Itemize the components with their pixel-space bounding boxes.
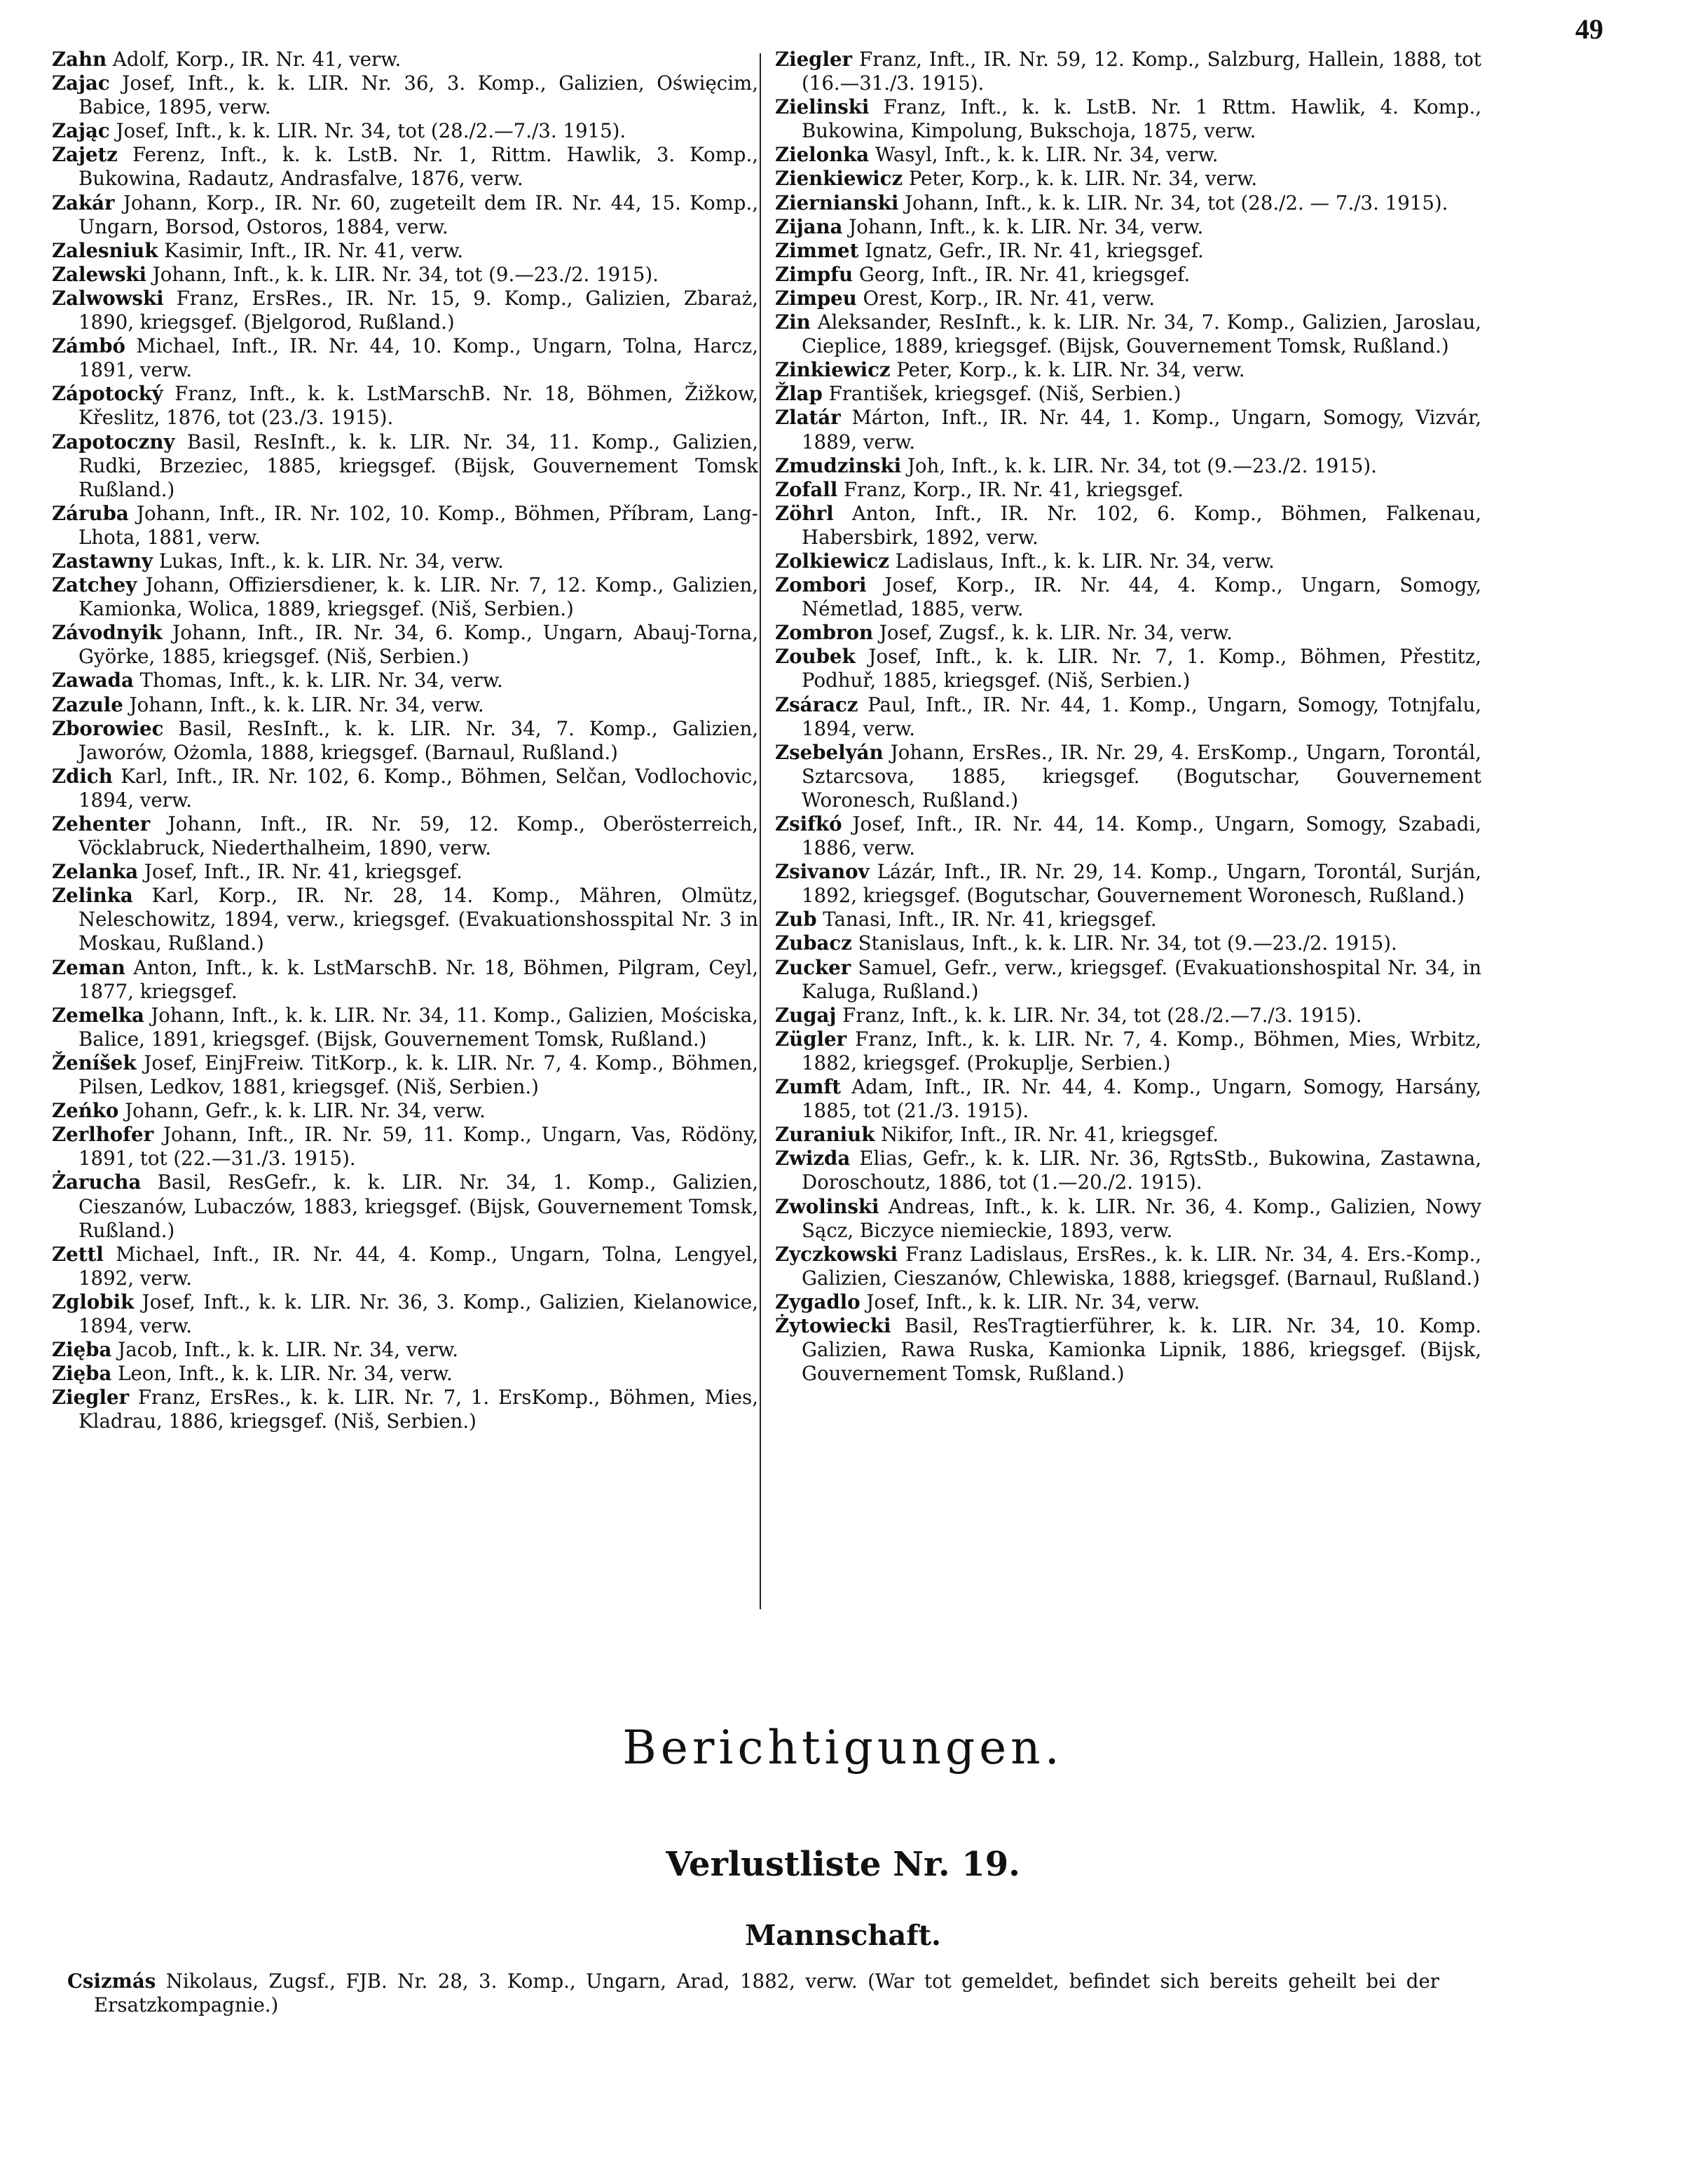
entry-surname: Zalewski bbox=[52, 262, 146, 286]
list-entry bbox=[52, 119, 758, 143]
entry-surname: Zápotocký bbox=[52, 382, 163, 406]
entry-details: Josef, Inft., k. k. LIR. Nr. 34, tot (28./2.—7./3. 1915). bbox=[109, 119, 626, 143]
list-entry bbox=[775, 621, 1481, 645]
entry-details: Johann, Inft., IR. Nr. 59, 12. Komp., Oberösterreich, Vöcklabruck, Niederthalheim, 1890, verw. bbox=[78, 812, 758, 860]
list-entry bbox=[775, 191, 1481, 215]
list-entry bbox=[775, 1075, 1481, 1123]
entry-surname: Zsifkó bbox=[775, 812, 842, 835]
entry-details: Lukas, Inft., k. k. LIR. Nr. 34, verw. bbox=[153, 549, 504, 573]
entry-details: Adam, Inft., IR. Nr. 44, 4. Komp., Ungarn, Somogy, Harsány, 1885, tot (21./3. 1915). bbox=[802, 1075, 1481, 1123]
list-entry bbox=[52, 693, 758, 717]
entry-surname: Zastawny bbox=[52, 549, 153, 573]
entry-surname: Zazule bbox=[52, 692, 123, 716]
entry-details: Samuel, Gefr., verw., kriegsgef. (Evakuationshospital Nr. 34, in Kaluga, Rußland.) bbox=[802, 955, 1481, 1003]
entry-surname: Zofall bbox=[775, 477, 838, 501]
entry-details: Stanislaus, Inft., k. k. LIR. Nr. 34, tot (9.—23./2. 1915). bbox=[851, 931, 1397, 955]
list-entry bbox=[52, 1290, 758, 1338]
list-entry bbox=[52, 884, 758, 955]
entry-surname: Závodnyik bbox=[52, 621, 163, 645]
entry-surname: Ziegler bbox=[775, 48, 853, 71]
left-column bbox=[52, 48, 758, 1433]
entry-details: Franz, ErsRes., IR. Nr. 15, 9. Komp., Galizien, Zbaraż, 1890, kriegsgef. (Bjelgorod, Rußland.) bbox=[78, 286, 758, 334]
entry-details: Franz, Inft., k. k. LIR. Nr. 34, tot (28./2.—7./3. 1915). bbox=[836, 1003, 1362, 1027]
entry-surname: Zügler bbox=[775, 1027, 847, 1051]
entry-surname: Zglobik bbox=[52, 1290, 135, 1313]
page-number: 49 bbox=[1575, 13, 1603, 45]
entry-details: Wasyl, Inft., k. k. LIR. Nr. 34, verw. bbox=[869, 143, 1219, 167]
list-entry bbox=[52, 1338, 758, 1362]
entry-surname: Zakár bbox=[52, 191, 115, 214]
entry-surname: Żarucha bbox=[52, 1171, 142, 1194]
list-entry bbox=[52, 573, 758, 621]
entry-surname: Zięba bbox=[52, 1338, 112, 1362]
entry-details: Franz, Inft., k. k. LIR. Nr. 7, 4. Komp., Böhmen, Mies, Wrbitz, 1882, kriegsgef. (Prokuplje, Serbien.) bbox=[802, 1027, 1481, 1074]
entry-details: Tanasi, Inft., IR. Nr. 41, kriegsgef. bbox=[816, 908, 1157, 931]
entry-surname: Zając bbox=[52, 119, 110, 143]
entry-details: Johann, Inft., IR. Nr. 34, 6. Komp., Ungarn, Abauj-Torna, Györke, 1885, kriegsgef. (Niš, Serbien.) bbox=[78, 621, 758, 669]
list-entry bbox=[52, 812, 758, 860]
entry-surname: Zubacz bbox=[775, 931, 852, 955]
list-entry bbox=[775, 741, 1481, 812]
list-entry bbox=[52, 765, 758, 812]
list-entry bbox=[775, 382, 1481, 406]
entry-details: Franz Ladislaus, ErsRes., k. k. LIR. Nr. 34, 4. Ers.-Komp., Galizien, Cieszanów, Chlewiska, 1888, kriegsgef. (Barnaul, Rußland.) bbox=[802, 1242, 1481, 1290]
list-entry bbox=[52, 621, 758, 669]
list-entry bbox=[52, 1051, 758, 1099]
entry-details: Nikifor, Inft., IR. Nr. 41, kriegsgef. bbox=[875, 1123, 1219, 1147]
list-entry bbox=[52, 382, 758, 430]
entry-details: Franz, Korp., IR. Nr. 41, kriegsgef. bbox=[837, 477, 1184, 501]
list-entry bbox=[52, 1243, 758, 1290]
list-entry bbox=[52, 550, 758, 573]
list-entry bbox=[775, 287, 1481, 310]
entry-details: Ferenz, Inft., k. k. LstB. Nr. 1, Rittm. Hawlik, 3. Komp., Bukowina, Radautz, Andrasfalve, 1876, verw. bbox=[78, 143, 758, 191]
entry-details: Paul, Inft., IR. Nr. 44, 1. Komp., Ungarn, Somogy, Totnjfalu, 1894, verw. bbox=[802, 692, 1481, 740]
list-entry bbox=[52, 1004, 758, 1051]
entry-surname: Zelinka bbox=[52, 884, 133, 908]
entry-surname: Zin bbox=[775, 310, 811, 334]
entry-surname: Zborowiec bbox=[52, 716, 164, 740]
entry-details: Josef, Korp., IR. Nr. 44, 4. Komp., Ungarn, Somogy, Németlad, 1885, verw. bbox=[802, 573, 1481, 621]
list-entry bbox=[52, 717, 758, 765]
entry-surname: Csizmás bbox=[67, 1970, 156, 1993]
entry-surname: Zoubek bbox=[775, 645, 856, 669]
list-entry bbox=[52, 334, 758, 382]
entry-details: Georg, Inft., IR. Nr. 41, kriegsgef. bbox=[853, 262, 1191, 286]
entry-details: Josef, Inft., IR. Nr. 44, 14. Komp., Ungarn, Somogy, Szabadi, 1886, verw. bbox=[802, 812, 1481, 860]
entry-details: Ladislaus, Inft., k. k. LIR. Nr. 34, verw. bbox=[889, 549, 1275, 573]
list-entry bbox=[52, 1123, 758, 1171]
entry-details: Johann, Inft., k. k. LIR. Nr. 34, verw. bbox=[123, 692, 484, 716]
entry-surname: Zielinski bbox=[775, 95, 870, 119]
entry-surname: Zombori bbox=[775, 573, 867, 597]
list-entry bbox=[775, 1314, 1481, 1386]
list-entry bbox=[775, 645, 1481, 692]
entry-details: Adolf, Korp., IR. Nr. 41, verw. bbox=[107, 48, 402, 71]
list-entry bbox=[775, 931, 1481, 955]
entry-details: Michael, Inft., IR. Nr. 44, 4. Komp., Ungarn, Tolna, Lengyel, 1892, verw. bbox=[78, 1242, 758, 1290]
entry-surname: Zielonka bbox=[775, 143, 870, 167]
list-entry bbox=[775, 454, 1481, 478]
list-entry bbox=[775, 502, 1481, 550]
entry-surname: Zygadlo bbox=[775, 1290, 861, 1313]
list-entry bbox=[775, 167, 1481, 191]
list-entry bbox=[52, 239, 758, 263]
entry-surname: Zlatár bbox=[775, 406, 841, 430]
entry-details: Josef, Inft., k. k. LIR. Nr. 34, verw. bbox=[860, 1290, 1200, 1313]
list-entry bbox=[52, 1386, 758, 1433]
list-entry bbox=[775, 215, 1481, 239]
entry-details: Orest, Korp., IR. Nr. 41, verw. bbox=[856, 286, 1156, 310]
entry-details: Ignatz, Gefr., IR. Nr. 41, kriegsgef. bbox=[858, 238, 1204, 262]
entry-surname: Ziernianski bbox=[775, 191, 899, 214]
entry-details: Franz, Inft., k. k. LstB. Nr. 1 Rttm. Hawlik, 4. Komp., Bukowina, Kimpolung, Bukschoja, 1875, verw. bbox=[802, 95, 1481, 143]
entry-details: Anton, Inft., IR. Nr. 102, 6. Komp., Böhmen, Falkenau, Habersbirk, 1892, verw. bbox=[802, 501, 1481, 549]
list-entry bbox=[52, 1099, 758, 1123]
casualty-list-title: Verlustliste Nr. 19. bbox=[666, 1845, 1020, 1884]
entry-details: Johann, ErsRes., IR. Nr. 29, 4. ErsKomp., Ungarn, Torontál, Sztarcsova, 1885, kriegsgef. (Bogutschar, Gouvernement Woronesch, Rußland.) bbox=[802, 740, 1481, 812]
entry-details: Johann, Inft., k. k. LIR. Nr. 34, tot (9.—23./2. 1915). bbox=[146, 262, 659, 286]
entry-details: Lázár, Inft., IR. Nr. 29, 14. Komp., Ungarn, Torontál, Surján, 1892, kriegsgef. (Bogutschar, Gouvernement Woronesch, Rußland.) bbox=[802, 860, 1481, 908]
entry-details: Jacob, Inft., k. k. LIR. Nr. 34, verw. bbox=[111, 1338, 458, 1362]
entry-surname: Ziegler bbox=[52, 1386, 130, 1410]
entry-surname: Zatchey bbox=[52, 573, 137, 597]
entry-details: Márton, Inft., IR. Nr. 44, 1. Komp., Ungarn, Somogy, Vizvár, 1889, verw. bbox=[802, 406, 1481, 453]
entry-surname: Zombron bbox=[775, 621, 874, 645]
entry-details: Elias, Gefr., k. k. LIR. Nr. 36, RgtsStb., Bukowina, Zastawna, Doroschoutz, 1886, tot (1.—20./2. 1915). bbox=[802, 1147, 1481, 1194]
entry-surname: Zimpeu bbox=[775, 286, 857, 310]
entry-surname: Zijana bbox=[775, 214, 843, 238]
entry-surname: Zwolinski bbox=[775, 1194, 879, 1218]
list-entry bbox=[775, 478, 1481, 502]
list-entry bbox=[775, 143, 1481, 167]
entry-details: Karl, Inft., IR. Nr. 102, 6. Komp., Böhmen, Selčan, Vodlochovic, 1894, verw. bbox=[78, 764, 758, 812]
list-entry bbox=[775, 693, 1481, 741]
entry-details: Basil, ResInft., k. k. LIR. Nr. 34, 7. Komp., Galizien, Jaworów, Ożomla, 1888, kriegsgef. (Barnaul, Rußland.) bbox=[78, 716, 758, 764]
entry-surname: Ženíšek bbox=[52, 1051, 137, 1074]
entry-surname: Zajetz bbox=[52, 143, 118, 167]
entry-surname: Zugaj bbox=[775, 1003, 837, 1027]
entry-details: Josef, Zugsf., k. k. LIR. Nr. 34, verw. bbox=[873, 621, 1233, 645]
entry-details: Johann, Inft., k. k. LIR. Nr. 34, verw. bbox=[842, 214, 1204, 238]
entry-details: Josef, Inft., k. k. LIR. Nr. 36, 3. Komp., Galizien, Oświęcim, Babice, 1895, verw. bbox=[78, 71, 758, 119]
entry-surname: Zsivanov bbox=[775, 860, 870, 884]
entry-details: Joh, Inft., k. k. LIR. Nr. 34, tot (9.—23./2. 1915). bbox=[901, 453, 1377, 477]
list-entry bbox=[775, 573, 1481, 621]
entry-surname: Zawada bbox=[52, 669, 134, 692]
list-entry bbox=[775, 1028, 1481, 1075]
entry-surname: Zolkiewicz bbox=[775, 549, 889, 573]
list-entry bbox=[775, 358, 1481, 382]
entry-surname: Zapotoczny bbox=[52, 430, 175, 453]
entry-surname: Zalesniuk bbox=[52, 238, 158, 262]
section-title-mannschaft: Mannschaft. bbox=[745, 1919, 941, 1952]
list-entry bbox=[775, 812, 1481, 860]
entry-details: Johann, Offiziersdiener, k. k. LIR. Nr. 7, 12. Komp., Galizien, Kamionka, Wolica, 1889, kriegsgef. (Niš, Serbien.) bbox=[78, 573, 758, 621]
list-entry bbox=[52, 48, 758, 71]
entry-surname: Zemelka bbox=[52, 1003, 144, 1027]
entry-surname: Zelanka bbox=[52, 860, 139, 884]
list-entry bbox=[775, 1243, 1481, 1290]
list-entry bbox=[52, 669, 758, 692]
list-entry bbox=[775, 48, 1481, 95]
entry-details: Peter, Korp., k. k. LIR. Nr. 34, verw. bbox=[890, 358, 1245, 382]
entry-surname: Zámbó bbox=[52, 334, 125, 358]
list-entry bbox=[775, 263, 1481, 287]
entry-details: Leon, Inft., k. k. LIR. Nr. 34, verw. bbox=[111, 1362, 453, 1386]
right-column bbox=[775, 48, 1481, 1386]
entry-surname: Zsáracz bbox=[775, 692, 858, 716]
entry-details: Johann, Gefr., k. k. LIR. Nr. 34, verw. bbox=[118, 1099, 486, 1123]
entry-details: Josef, EinjFreiw. TitKorp., k. k. LIR. Nr. 7, 4. Komp., Böhmen, Pilsen, Ledkov, 1881, kriegsgef. (Niš, Serbien.) bbox=[78, 1051, 758, 1099]
list-entry bbox=[775, 95, 1481, 143]
entry-details: František, kriegsgef. (Niš, Serbien.) bbox=[822, 382, 1181, 406]
list-entry bbox=[775, 310, 1481, 358]
entry-details: Franz, Inft., k. k. LstMarschB. Nr. 18, Böhmen, Žižkow, Křeslitz, 1876, tot (23./3. 1915). bbox=[78, 382, 758, 430]
list-entry bbox=[775, 406, 1481, 453]
list-entry bbox=[52, 860, 758, 884]
entry-surname: Zehenter bbox=[52, 812, 151, 835]
entry-details: Karl, Korp., IR. Nr. 28, 14. Komp., Mähren, Olmütz, Neleschowitz, 1894, verw., kriegsgef. (Evakuationshosspital Nr. 3 in Moskau, Rußland.) bbox=[78, 884, 758, 955]
entry-surname: Zsebelyán bbox=[775, 740, 884, 764]
entry-surname: Zięba bbox=[52, 1362, 112, 1386]
entry-details: Kasimir, Inft., IR. Nr. 41, verw. bbox=[158, 238, 464, 262]
entry-details: Josef, Inft., IR. Nr. 41, kriegsgef. bbox=[138, 860, 462, 884]
entry-details: Michael, Inft., IR. Nr. 44, 10. Komp., Ungarn, Tolna, Harcz, 1891, verw. bbox=[78, 334, 758, 382]
entry-surname: Zalwowski bbox=[52, 286, 164, 310]
entry-surname: Zeman bbox=[52, 955, 125, 979]
entry-surname: Zienkiewicz bbox=[775, 167, 903, 191]
entry-surname: Zimpfu bbox=[775, 262, 854, 286]
list-entry bbox=[775, 239, 1481, 263]
list-entry bbox=[775, 1147, 1481, 1194]
entry-details: Nikolaus, Zugsf., FJB. Nr. 28, 3. Komp., Ungarn, Arad, 1882, verw. (War tot gemeldet, befindet sich bereits geheilt bei der Ersatzkompagnie.) bbox=[94, 1970, 1439, 2017]
list-entry bbox=[775, 1004, 1481, 1028]
entry-surname: Zumft bbox=[775, 1075, 842, 1099]
entry-surname: Zimmet bbox=[775, 238, 859, 262]
entry-details: Peter, Korp., k. k. LIR. Nr. 34, verw. bbox=[903, 167, 1258, 191]
entry-surname: Zdich bbox=[52, 764, 113, 788]
entry-surname: Zettl bbox=[52, 1242, 104, 1266]
entry-surname: Zinkiewicz bbox=[775, 358, 891, 382]
entry-surname: Záruba bbox=[52, 501, 129, 525]
entry-surname: Zöhrl bbox=[775, 501, 834, 525]
entry-details: Basil, ResTragtierführer, k. k. LIR. Nr. 34, 10. Komp. Galizien, Rawa Ruska, Kamionka Lipnik, 1886, kriegsgef. (Bijsk, Gouvernement Tomsk, Rußland.) bbox=[802, 1313, 1481, 1386]
entry-details: Aleksander, ResInft., k. k. LIR. Nr. 34, 7. Komp., Galizien, Jaroslau, Cieplice, 1889, kriegsgef. (Bijsk, Gouvernement Tomsk, Rußland.) bbox=[802, 310, 1481, 358]
list-entry bbox=[52, 1362, 758, 1386]
entry-details: Josef, Inft., k. k. LIR. Nr. 7, 1. Komp., Böhmen, Přestitz, Podhuř, 1885, kriegsgef. (Niš, Serbien.) bbox=[802, 645, 1481, 692]
entry-surname: Zerlhofer bbox=[52, 1123, 154, 1147]
list-entry bbox=[775, 908, 1481, 931]
list-entry bbox=[52, 502, 758, 550]
entry-surname: Żytowiecki bbox=[775, 1313, 891, 1337]
list-entry bbox=[52, 287, 758, 334]
entry-surname: Zahn bbox=[52, 48, 107, 71]
entry-surname: Zub bbox=[775, 908, 817, 931]
entry-surname: Zmudzinski bbox=[775, 453, 902, 477]
entry-surname: Zeńko bbox=[52, 1099, 119, 1123]
list-entry bbox=[52, 263, 758, 287]
list-entry bbox=[52, 143, 758, 191]
entry-surname: Zyczkowski bbox=[775, 1242, 898, 1266]
list-entry bbox=[52, 430, 758, 502]
entry-details: Johann, Inft., IR. Nr. 59, 11. Komp., Ungarn, Vas, Rödöny, 1891, tot (22.—31./3. 1915). bbox=[78, 1123, 758, 1171]
correction-entry bbox=[67, 1970, 1439, 2017]
list-entry bbox=[775, 860, 1481, 908]
list-entry bbox=[775, 1290, 1481, 1314]
entry-details: Thomas, Inft., k. k. LIR. Nr. 34, verw. bbox=[133, 669, 503, 692]
list-entry bbox=[775, 1195, 1481, 1243]
entry-details: Anton, Inft., k. k. LstMarschB. Nr. 18, Böhmen, Pilgram, Ceyl, 1877, kriegsgef. bbox=[78, 955, 758, 1003]
entry-surname: Zajac bbox=[52, 71, 110, 95]
entry-details: Johann, Inft., k. k. LIR. Nr. 34, 11. Komp., Galizien, Mościska, Balice, 1891, kriegsgef. (Bijsk, Gouvernement Tomsk, Rußland.) bbox=[78, 1003, 758, 1051]
list-entry bbox=[52, 956, 758, 1004]
entry-surname: Zucker bbox=[775, 955, 851, 979]
entry-details: Josef, Inft., k. k. LIR. Nr. 36, 3. Komp., Galizien, Kielanowice, 1894, verw. bbox=[78, 1290, 758, 1337]
entry-details: Basil, ResInft., k. k. LIR. Nr. 34, 11. Komp., Galizien, Rudki, Brzeziec, 1885, kriegsgef. (Bijsk, Gouvernement Tomsk Rußland.) bbox=[78, 430, 758, 501]
entry-surname: Zwizda bbox=[775, 1147, 851, 1171]
entry-surname: Žlap bbox=[775, 382, 823, 406]
entry-details: Johann, Inft., k. k. LIR. Nr. 34, tot (28./2. — 7./3. 1915). bbox=[898, 191, 1448, 214]
list-entry bbox=[775, 1123, 1481, 1147]
entry-details: Basil, ResGefr., k. k. LIR. Nr. 34, 1. Komp., Galizien, Cieszanów, Lubaczów, 1883, kriegsgef. (Bijsk, Gouvernement Tomsk, Rußland.) bbox=[78, 1171, 758, 1242]
entry-details: Johann, Korp., IR. Nr. 60, zugeteilt dem IR. Nr. 44, 15. Komp., Ungarn, Borsod, Ostoros, 1884, verw. bbox=[78, 191, 758, 238]
corrections-heading: Berichtigungen. bbox=[622, 1721, 1064, 1775]
entry-details: Franz, Inft., IR. Nr. 59, 12. Komp., Salzburg, Hallein, 1888, tot (16.—31./3. 1915). bbox=[802, 48, 1481, 95]
entry-details: Andreas, Inft., k. k. LIR. Nr. 36, 4. Komp., Galizien, Nowy Sącz, Biczyce niemieckie, 1893, verw. bbox=[802, 1194, 1481, 1242]
list-entry bbox=[52, 191, 758, 239]
entry-details: Franz, ErsRes., k. k. LIR. Nr. 7, 1. ErsKomp., Böhmen, Mies, Kladrau, 1886, kriegsgef. (Niš, Serbien.) bbox=[78, 1386, 758, 1433]
entry-details: Johann, Inft., IR. Nr. 102, 10. Komp., Böhmen, Příbram, Lang-Lhota, 1881, verw. bbox=[78, 501, 758, 549]
list-entry bbox=[775, 956, 1481, 1004]
list-entry bbox=[52, 1171, 758, 1242]
list-entry bbox=[775, 550, 1481, 573]
list-entry bbox=[52, 71, 758, 119]
column-divider bbox=[760, 53, 761, 1609]
entry-surname: Zuraniuk bbox=[775, 1123, 875, 1147]
